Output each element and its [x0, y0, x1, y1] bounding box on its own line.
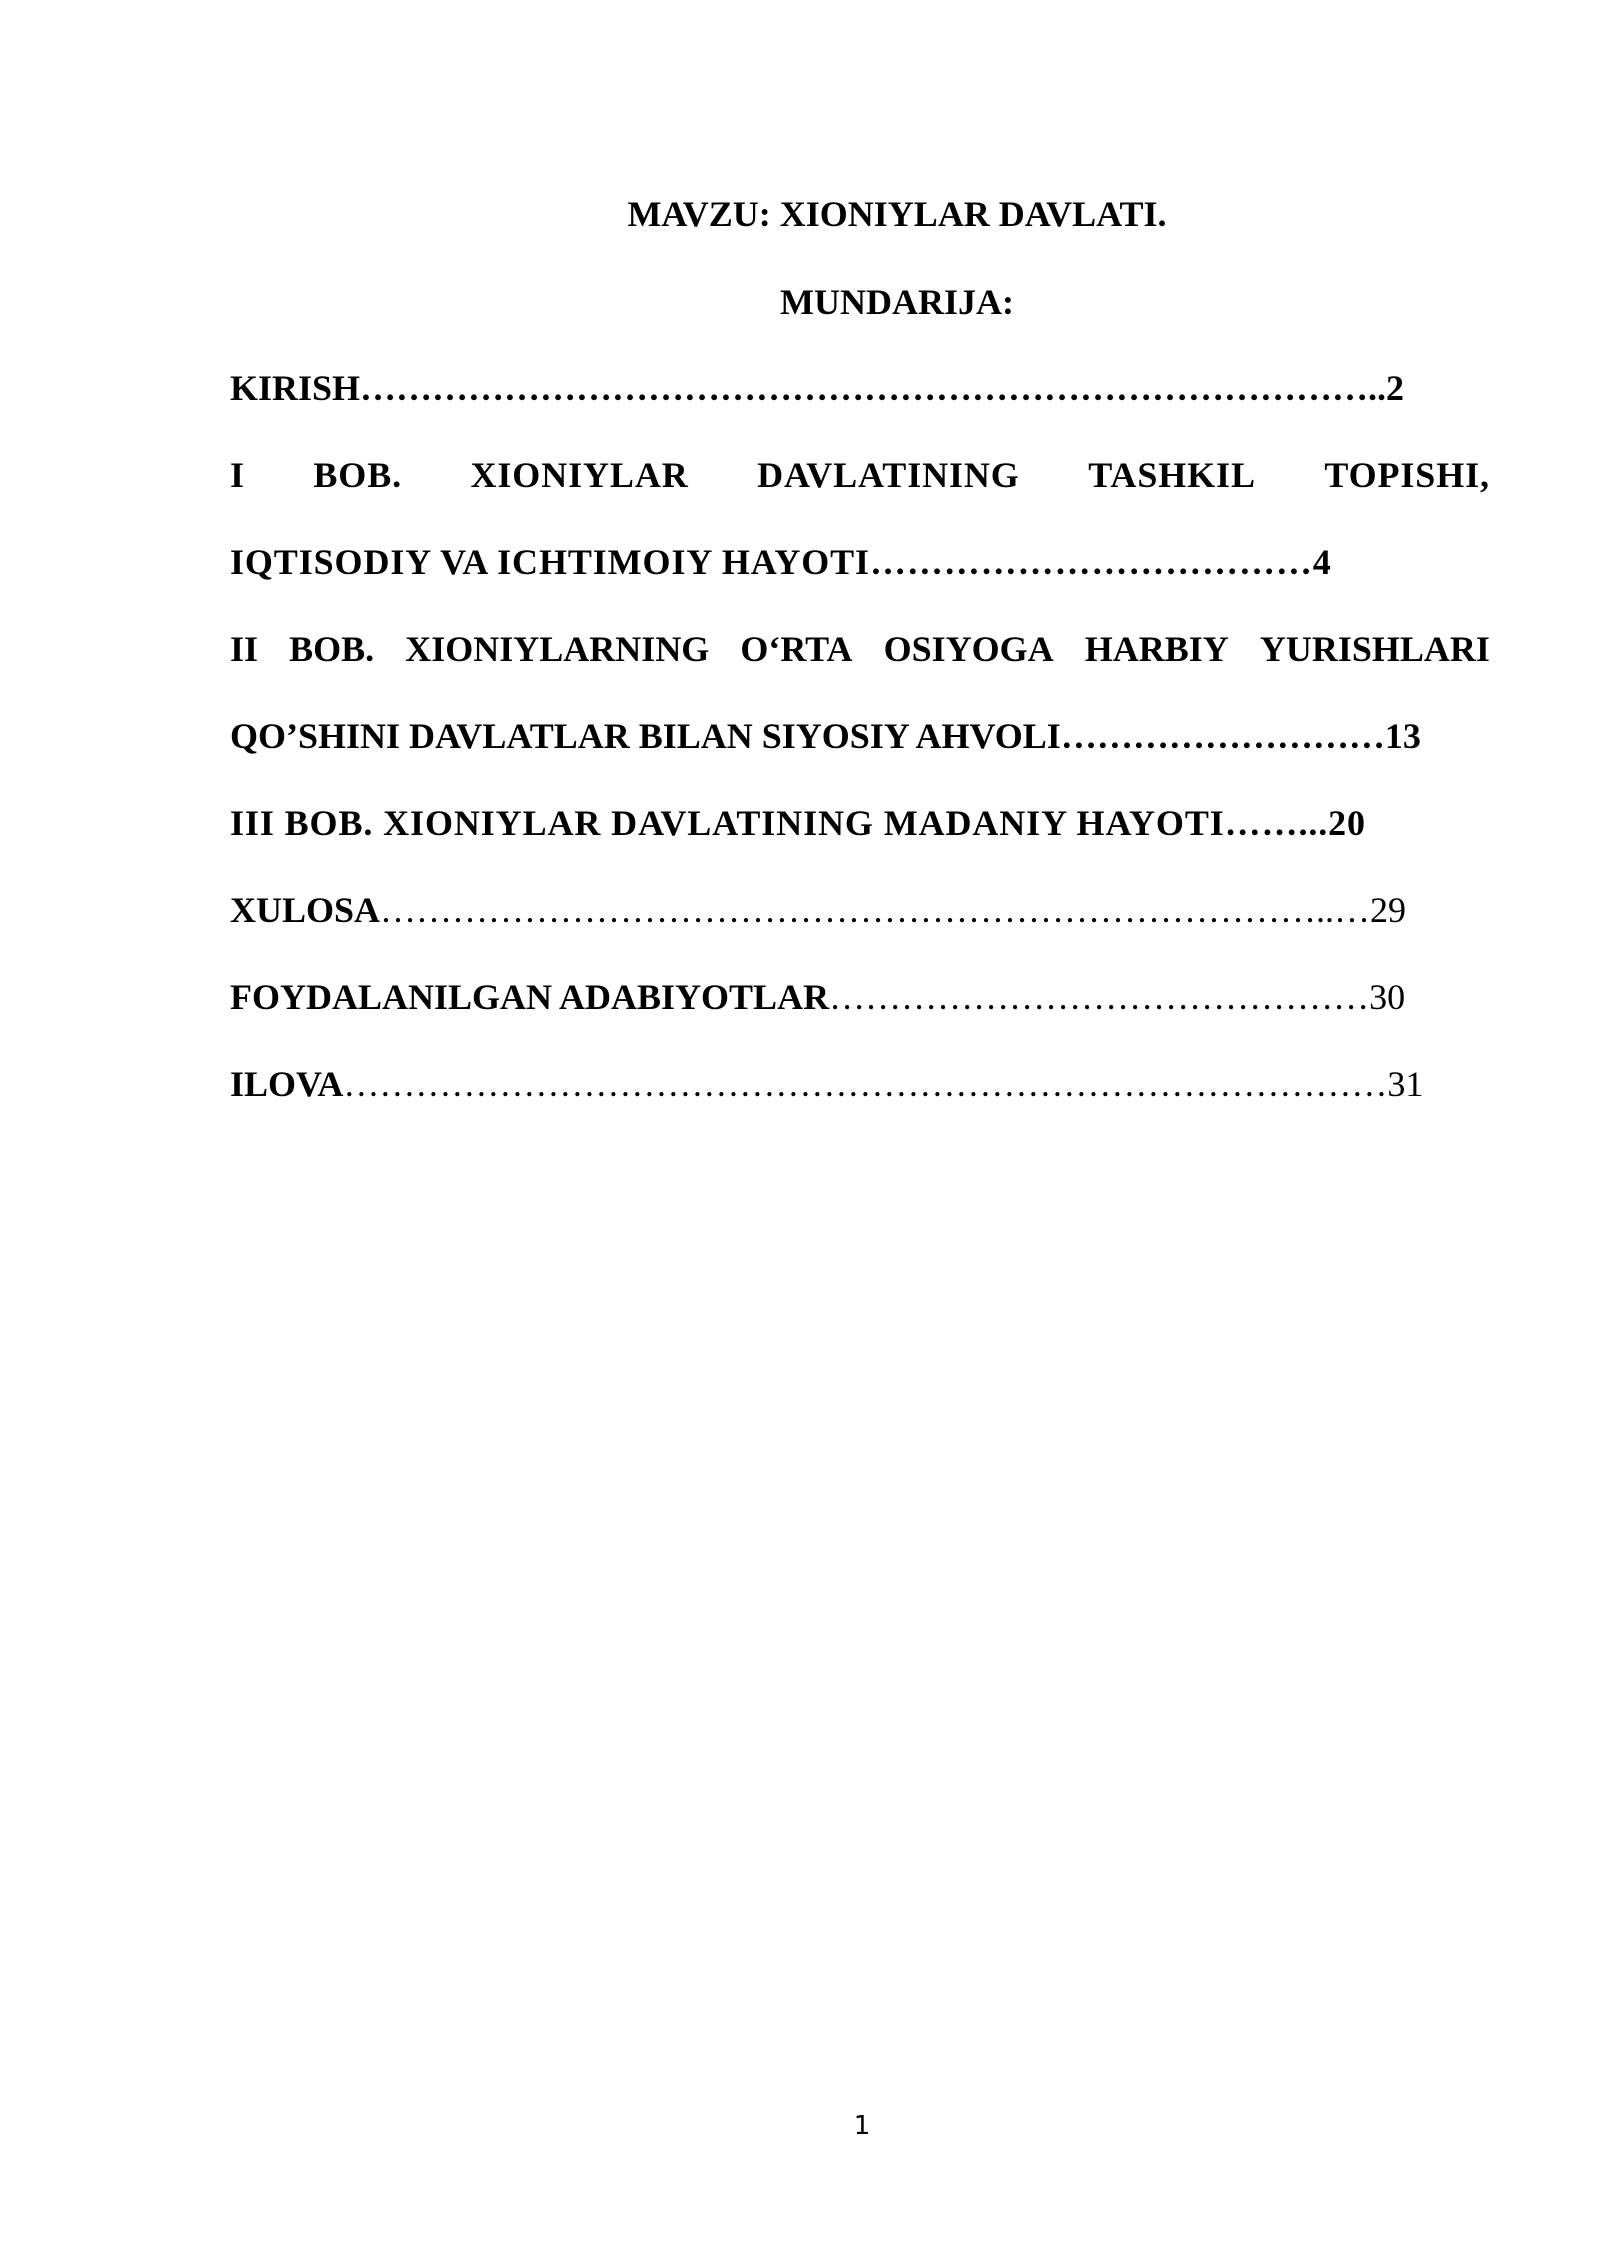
toc-word: DAVLATINING	[757, 455, 1020, 495]
toc-word: TASHKIL	[1088, 455, 1256, 495]
toc-entry-kirish: KIRISH…………………………………………………………………………..2	[230, 368, 1405, 408]
toc-word: HARBIY	[1084, 629, 1229, 669]
toc-word: I	[230, 455, 245, 495]
toc-entry-leader: ……………………………………………………………………..…29	[380, 890, 1407, 930]
toc-word: TOPISHI,	[1324, 455, 1490, 495]
toc-word: XIONIYLAR	[470, 455, 689, 495]
toc-entry-bob1-line1	[230, 453, 1490, 497]
toc-entry-label: XULOSA	[230, 890, 381, 930]
toc-word: BOB.	[313, 455, 403, 495]
toc-word: XIONIYLARNING	[405, 629, 710, 669]
toc-entry-label: ILOVA	[230, 1064, 344, 1104]
toc-entry-foydalanilgan	[230, 975, 1490, 1019]
toc-word: BOB.	[289, 629, 375, 669]
toc-entry-leader: ……………………………………………………………………………31	[343, 1064, 1424, 1104]
toc-entry-bob3: III BOB. XIONIYLAR DAVLATINING MADANIY HAYOTI……...20	[230, 803, 1366, 843]
toc-heading: MUNDARIJA:	[780, 282, 1014, 322]
toc-entry-ilova	[230, 1062, 1490, 1106]
toc-entry-leader: ………………………………………30	[829, 977, 1406, 1017]
toc-entry-bob2-line2: QO’SHINI DAVLATLAR BILAN SIYOSIY AHVOLI………………………13	[230, 716, 1421, 756]
toc-word: OSIYOGA	[883, 629, 1054, 669]
document-title: MAVZU: XIONIYLAR DAVLATI.	[627, 194, 1167, 234]
toc-entry-bob1-line2: IQTISODIY VA ICHTIMOIY HAYOTI………………………………4	[230, 542, 1332, 582]
toc-entry-xulosa	[230, 888, 1490, 932]
toc-word: II	[230, 629, 259, 669]
toc-word: YURISHLARI	[1259, 629, 1490, 669]
toc-word: O‘RTA	[740, 629, 853, 669]
toc-entry-label: FOYDALANILGAN ADABIYOTLAR	[230, 977, 830, 1017]
page-number: 1	[853, 2111, 871, 2141]
toc-entry-bob2-line1	[230, 627, 1490, 671]
